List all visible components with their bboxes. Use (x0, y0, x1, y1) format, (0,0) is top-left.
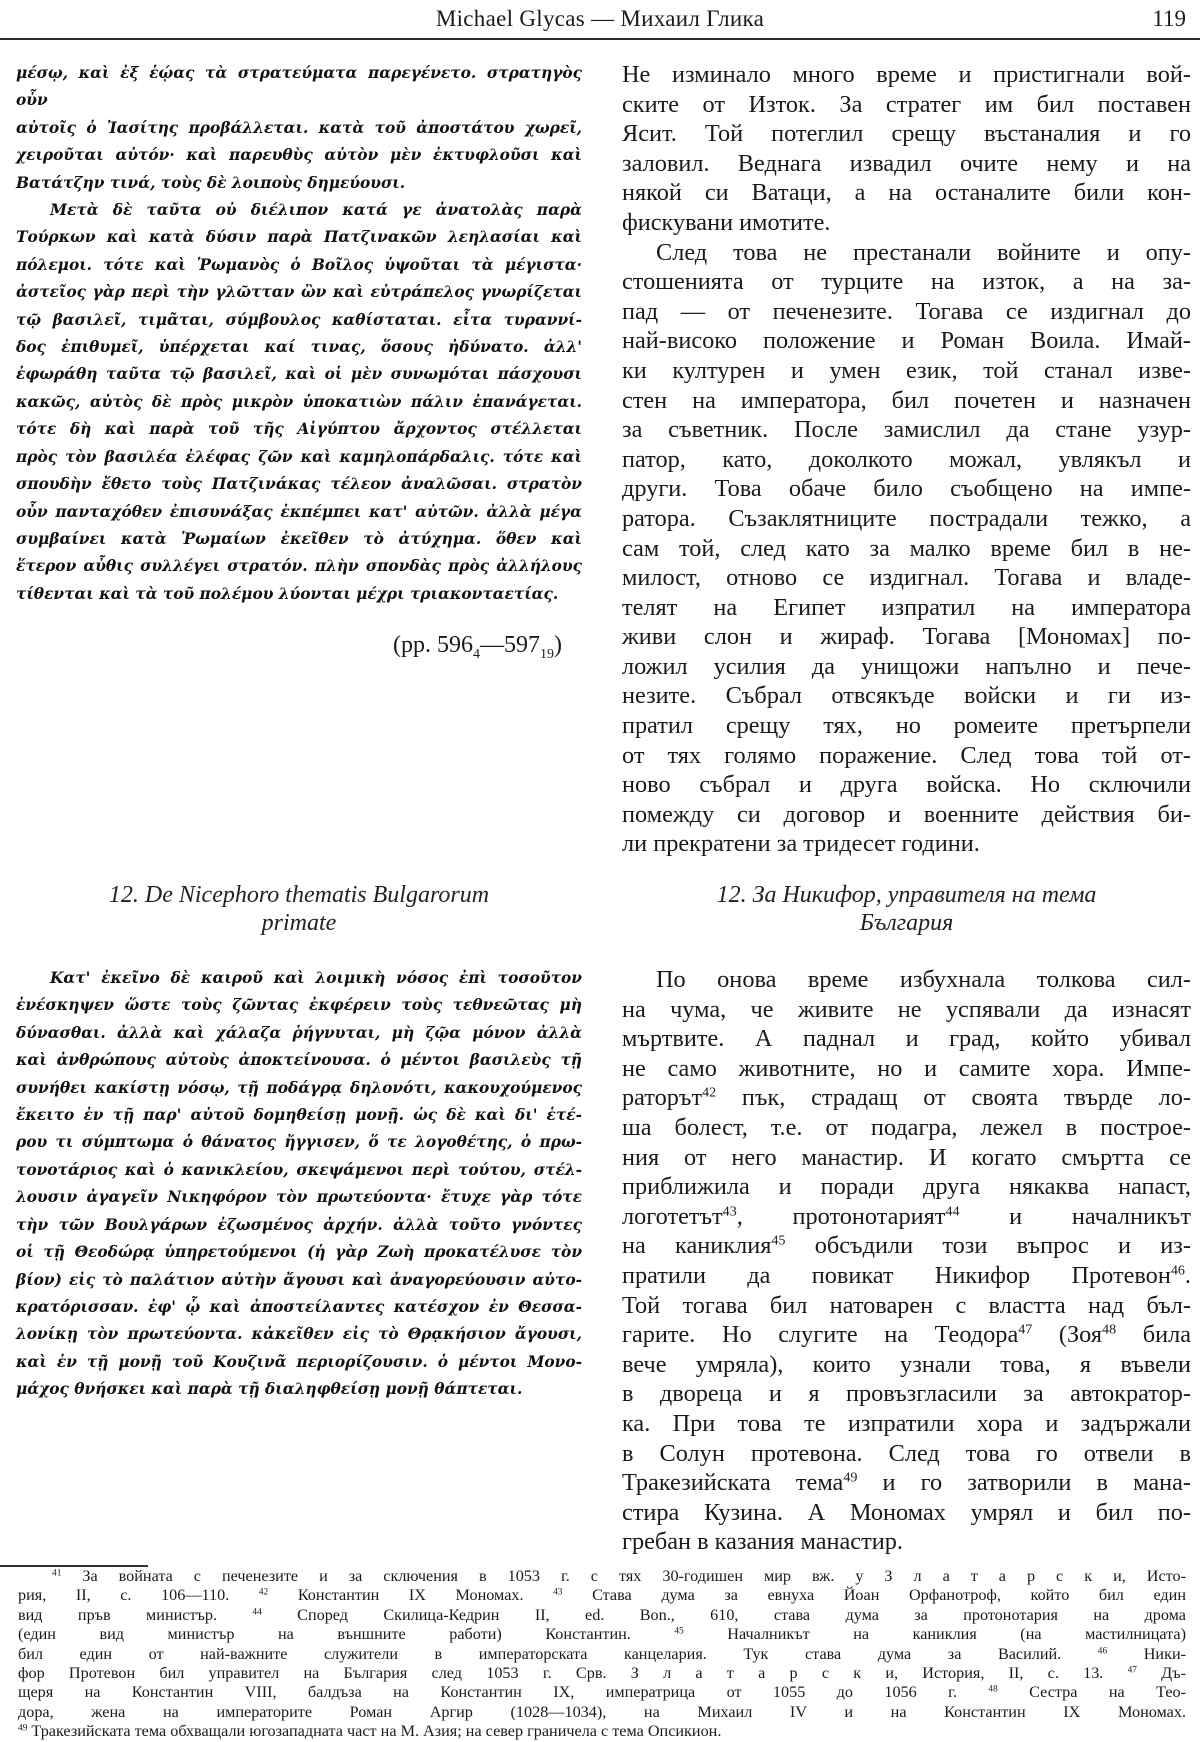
citation-end: —597 (480, 632, 540, 659)
text-segment: Става дума за евнуха Йоан Орфанотроф, който бил един (562, 1586, 1186, 1605)
footnote-ref[interactable]: 44 (945, 1203, 960, 1220)
bulgarian-line: в двореца и я провъзгласили за автократор- (622, 1380, 1191, 1408)
bulgarian-title-line-2: България (859, 910, 954, 937)
bulgarian-line: ратора. Съзаклятниците пострадали тежко, а (622, 504, 1191, 532)
footnotes (18, 1567, 1186, 1742)
bulgarian-line: приближила и поради друга някаква напаст, (622, 1173, 1191, 1201)
text-segment: рия, II, с. 106—110. (18, 1586, 259, 1605)
section-11-row (0, 40, 1200, 859)
bulgarian-line: пратил срещу тях, но ромеите претърпели (622, 712, 1191, 740)
bulgarian-line: на чума, че живите не успявали да изнасят (622, 995, 1191, 1023)
bulgarian-line (622, 1231, 1191, 1261)
text-segment: пратили да повикат Никифор Протевон (622, 1261, 1171, 1289)
text-segment: и началникът (959, 1202, 1191, 1230)
greek-line: κρατόρισσαν. ἐφ' ᾧ καὶ ἀποστείλαντες κατέσχον ἐν Θεσσα- (16, 1297, 582, 1316)
text-segment: (един вид министър на външните работи) Константин. (18, 1625, 675, 1644)
bulgarian-line: заловил. Веднага извадил очите нему и на (622, 149, 1191, 177)
greek-line: κακῶς, αὐτὸς δὲ πρὸς μικρὸν ὑποκατιὼν πάλιν ἐπανάγεται. (16, 392, 582, 411)
text-segment: щеря на Константин VIII, балдъза на Константин IX, императрица от 1055 до 1056 г. (18, 1683, 989, 1702)
greek-line: λονίκῃ τὸν πρωτεύοντα. κἀκεῖθεν εἰς τὸ Θρᾳκήσιον ἄγουσι, (16, 1325, 582, 1344)
greek-line: ρου τι σύμπτωμα ὁ θάνατος ἤγγισεν, ὅ τε λογοθέτης, ὁ πρω- (16, 1133, 582, 1152)
bulgarian-line: Той тогава бил натоварен с властта над бъл- (622, 1291, 1191, 1319)
footnote-line (18, 1683, 1186, 1702)
text-segment: Тракезийската тема обхващали югозападната част на М. Азия; на север граничела с тема Опсикион. (27, 1722, 722, 1741)
greek-line: Βατάτζην τινά, τοὺς δὲ λοιποὺς δημεύουσι. (16, 173, 406, 192)
citation-sub-start: 4 (473, 646, 480, 662)
text-segment: на каниклия (622, 1232, 772, 1260)
text-segment: била (1116, 1321, 1191, 1349)
text-segment: . (1184, 1261, 1191, 1289)
bulgarian-line: милост, отново се издигнал. Тогава и владе- (622, 564, 1191, 592)
greek-line: καὶ ἀνθρώπους αὐτοὺς ἀποκτείνουσα. ὁ μέντοι βασιλεὺς τῇ (16, 1051, 582, 1070)
greek-line: οὖν πανταχόθεν ἐπισυνάξας ἐκπέμπει κατ' αὐτῶν. ἀλλὰ μέγα (16, 502, 582, 521)
bulgarian-line: някой си Ватаци, а на останалите били кон- (622, 179, 1191, 207)
footnote-line (18, 1703, 1186, 1722)
bulgarian-line: други. Това обаче било съобщено на импе- (622, 475, 1191, 503)
section-12-titles-row (0, 881, 1200, 937)
greek-line: Κατ' ἐκεῖνο δὲ καιροῦ καὶ λοιμικὴ νόσος ἐπὶ τοσοῦτον (50, 969, 582, 988)
bulgarian-line: стен на императора, бил почетен и назначен (622, 386, 1191, 414)
text-segment: (Зоя (1032, 1321, 1103, 1349)
bulgarian-line (622, 1083, 1191, 1113)
citation-close: ) (554, 632, 562, 659)
page-number: 119 (1152, 6, 1186, 31)
text-segment: логотетът (622, 1202, 723, 1230)
greek-line: καὶ ἐν τῇ μονῇ τοῦ Κουζινᾶ περιορίζουσιν. ὁ μέντοι Μονο- (16, 1352, 582, 1371)
footnote-ref[interactable]: 47 (1018, 1321, 1033, 1338)
bulgarian-line: ли прекратени за тридесет години. (622, 830, 980, 858)
bulgarian-line: ските от Изток. За стратег им бил поставен (622, 90, 1191, 118)
greek-line: ἀστεῖος γὰρ περὶ τὴν γλῶτταν ὢν καὶ εὐτράπελος γνωρίζεται (16, 283, 582, 302)
greek-line: τότε δὴ καὶ παρὰ τοῦ τῆς Αἰγύπτου ἄρχοντος στέλλεται (16, 420, 582, 439)
greek-line: τονοτάριος καὶ ὁ κανικλείου, σκεψάμενοι περὶ τούτου, στέλ- (16, 1160, 582, 1179)
text-segment: пък, страдащ от своята твърде ло- (716, 1084, 1191, 1112)
bulgarian-line: ложил усилия да унищожи напълно и пече- (622, 652, 1191, 680)
greek-line: ἔκειτο ἐν τῇ παρ' αὐτοῦ δομηθείσῃ μονῇ. ὡς δὲ καὶ δι' ἑτέ- (16, 1106, 582, 1125)
text-segment: бил един от най-важните служители в императорската канцелария. Тук става дума за Василий. (18, 1644, 1098, 1663)
latin-title-line-2: primate (261, 910, 337, 937)
bulgarian-line (622, 1202, 1191, 1232)
running-title: Michael Glycas — Михаил Глика (435, 6, 765, 31)
footnote-ref[interactable]: 48 (988, 1684, 998, 1695)
greek-line: τῷ βασιλεῖ, τιμᾶται, σύμβουλος καθίσταται. εἶτα τυραννί- (16, 310, 582, 329)
footnote-ref[interactable]: 49 (18, 1723, 28, 1734)
greek-line: δος ἐπιθυμεῖ, ὑπέρχεται καί τινας, ὅσους ἠδύνατο. ἀλλ' (16, 338, 582, 357)
bulgarian-line: гребан в казания манастир. (622, 1528, 903, 1556)
bulgarian-section-title (622, 881, 1191, 937)
page-citation (16, 630, 582, 670)
bulgarian-title-line-1: 12. За Никифор, управителя на тема (716, 882, 1097, 909)
bulgarian-line: най-високо положение и Роман Воила. Имай- (622, 327, 1191, 355)
text-segment: , протонотарият (736, 1202, 946, 1230)
footnote-ref[interactable]: 43 (553, 1587, 563, 1598)
latin-section-title (16, 881, 582, 937)
footnote-ref[interactable]: 44 (252, 1607, 262, 1618)
text-segment: Дъ- (1136, 1663, 1186, 1682)
bulgarian-line: мъртвите. А паднал и град, който убивал (622, 1025, 1191, 1053)
section-11-left-column (16, 60, 582, 859)
bulgarian-text-section-12 (622, 965, 1191, 1557)
bulgarian-text-section-11 (622, 60, 1191, 859)
footnote-ref[interactable]: 47 (1127, 1665, 1137, 1676)
bulgarian-line: незите. Събрал отвсякъде войски и ги из- (622, 682, 1191, 710)
footnote-ref[interactable]: 42 (702, 1084, 717, 1101)
footnote-line (18, 1567, 1186, 1586)
greek-line: μάχος θνήσκει καὶ παρὰ τῇ διαληφθείσῃ μονῇ θάπτεται. (16, 1380, 523, 1399)
greek-text-section-11 (16, 60, 582, 608)
greek-line: οἱ τῇ Θεοδώρᾳ ὑπηρετούμενοι (ἡ γὰρ Ζωὴ προκατέλυσε τὸν (16, 1243, 582, 1262)
text-segment: раторът (622, 1084, 703, 1112)
greek-line: δύνασθαι. ἀλλὰ καὶ χάλαζα ῥήγνυται, μὴ ζῷα μόνον ἀλλὰ (16, 1023, 582, 1042)
text-segment: Ники- (1107, 1644, 1187, 1663)
text-segment: Константин IX Мономах. (268, 1586, 554, 1605)
greek-line: τίθενται καὶ τὰ τοῦ πολέμου λύονται μέχρι τριακονταετίας. (16, 584, 559, 603)
text-segment: вид пръв министър. (18, 1605, 253, 1624)
greek-line: πρὸς τὸν βασιλέα ἐλέφας ζῶν καὶ καμηλοπάρδαλις. τότε καὶ (16, 447, 582, 466)
bulgarian-line: в Солун протевона. След това го отвели в (622, 1439, 1191, 1467)
bulgarian-line: ния от него манастир. И когато смъртта се (622, 1143, 1191, 1171)
greek-line: βίον) εἰς τὸ παλάτιον αὐτὴν ἄγουσι καὶ ἀναγορεύουσιν αὐτο- (16, 1270, 582, 1289)
text-segment: Според Скилица-Кедрин II, ed. Bon., 610, става дума за протонотария на дрома (261, 1605, 1186, 1624)
citation-start: (pp. 596 (393, 632, 473, 659)
bulgarian-line: ка. При това те изпратили хора и задържали (622, 1409, 1191, 1437)
footnote-ref[interactable]: 46 (1097, 1645, 1108, 1656)
text-segment: обсъдили този въпрос и из- (785, 1232, 1191, 1260)
bulgarian-line: След това не престанали войните и опу- (656, 238, 1191, 266)
greek-line: Τούρκων καὶ κατὰ δύσιν παρὰ Πατζινακῶν λεηλασίαι καὶ (16, 228, 582, 247)
greek-line: ἐφωράθη ταῦτα τῷ βασιλεῖ, καὶ οἱ μὲν συνωμόται πάσχουσι (16, 365, 582, 384)
greek-line: αὐτοῖς ὁ Ἰασίτης προβάλλεται. κατὰ τοῦ ἀποστάτου χωρεῖ, (16, 118, 582, 137)
bulgarian-line: за съветник. После замислил да стане узур- (622, 416, 1191, 444)
bulgarian-line (622, 1468, 1191, 1498)
footnote-ref[interactable]: 46 (1170, 1262, 1185, 1279)
text-segment: дора, жена на императорите Роман Аргир (1028—1034), на Михаил IV и на Константин IX Мономах. (18, 1702, 1186, 1721)
greek-line: μέσῳ, καὶ ἐξ ἑῴας τὰ στρατεύματα παρεγένετο. στρατηγὸς οὖν (16, 64, 582, 110)
footnote-ref[interactable]: 42 (258, 1587, 269, 1598)
citation-sub-end: 19 (540, 646, 554, 662)
greek-line: ἕτερον αὖθις συλλέγει στρατόν. πλὴν σπονδὰς πρὸς ἀλλήλους (16, 557, 582, 576)
footnote-ref[interactable]: 43 (722, 1203, 737, 1220)
greek-line: συμβαίνει κατὰ Ῥωμαίων ἐκεῖθεν τὸ ἀτύχημα. ὅθεν καὶ (16, 529, 582, 548)
section-12-row (0, 965, 1200, 1557)
bulgarian-line: патор, като, доколкото можал, увлякъл и (622, 445, 1191, 473)
bulgarian-line: не само животните, но и самите хора. Импе- (622, 1054, 1191, 1082)
footnote-ref[interactable]: 41 (52, 1568, 62, 1579)
bulgarian-line: стира Кузина. А Мономах умрял и бил по- (622, 1498, 1191, 1526)
footnote-ref[interactable]: 45 (771, 1232, 786, 1249)
footnote-ref[interactable]: 45 (674, 1626, 684, 1637)
greek-line: χειροῦται αὐτόν· καὶ παρευθὺς αὐτὸν μὲν ἐκτυφλοῦσι καὶ (16, 146, 582, 165)
text-segment: Сестра на Тео- (997, 1683, 1187, 1702)
bulgarian-line: Не изминало много време и пристигнали вой- (622, 61, 1191, 88)
greek-line: Μετὰ δὲ ταῦτα οὐ διέλιπον κατά γε ἀνατολὰς παρὰ (50, 201, 582, 220)
bulgarian-line: сам той, след като за малко време бил в не- (622, 534, 1191, 562)
text-segment: гарите. Но слугите на Теодора (622, 1321, 1019, 1349)
footnote-line (18, 1625, 1186, 1644)
bulgarian-line: помежду си договор и военните действия би- (622, 800, 1191, 828)
bulgarian-line: стошенията от турците на изток, а на за- (622, 268, 1191, 296)
greek-line: λουσιν ἀγαγεῖν Νικηφόρον τὸν πρωτεύοντα· ἔτυχε γὰρ τότε (16, 1188, 582, 1207)
footnote-line (18, 1606, 1186, 1625)
bulgarian-line: По онова време избухнала толкова сил- (656, 966, 1191, 994)
greek-line: σπουδὴν ἔθετο τοὺς Πατζινάκας τέλεον ἀναλῶσαι. στρατὸν (16, 475, 582, 494)
bulgarian-line (622, 1320, 1191, 1350)
bulgarian-line: от тях голямо поражение. След това той от- (622, 741, 1191, 769)
bulgarian-line: телят на Египет изпратил на императора (622, 593, 1191, 621)
footnote-line (18, 1664, 1186, 1683)
text-segment: Началникът на каниклия (на мастилницата) (683, 1625, 1186, 1644)
bulgarian-line: ново събрал и друга войска. Но сключили (622, 771, 1191, 799)
footnote-ref[interactable]: 48 (1102, 1321, 1117, 1338)
running-header (0, 0, 1200, 38)
bulgarian-line: ша болест, т.е. от подагра, лежел в построе- (622, 1114, 1191, 1141)
bulgarian-line: живи слон и жираф. Тогава [Мономах] по- (622, 623, 1191, 651)
greek-line: τὴν τῶν Βουλγάρων ἐζωσμένος ἀρχήν. ἀλλὰ τοῦτο γνόντες (16, 1215, 582, 1234)
text-segment: Тракезийската тема (622, 1469, 844, 1497)
bulgarian-line: Ясит. Той потеглил срещу въстаналия и го (622, 120, 1191, 148)
text-segment: фор Протевон бил управител на България след 1053 г. Срв. З л а т а р с к и, История, II, с. 13. (18, 1663, 1128, 1682)
greek-line: συνήθει κακίστῃ νόσῳ, τῇ ποδάγρᾳ δηλονότι, κακουχούμενος (16, 1078, 582, 1097)
text-segment: и го затворили в мана- (857, 1469, 1191, 1497)
bulgarian-line: пад — от печенезите. Тогава се издигнал до (622, 297, 1191, 325)
footnote-ref[interactable]: 49 (843, 1469, 858, 1486)
footnote-line (18, 1645, 1186, 1664)
bulgarian-line (622, 1261, 1191, 1291)
greek-line: πόλεμοι. τότε καὶ Ῥωμανὸς ὁ Βοῖλος ὑψοῦται τὰ μέγιστα· (16, 255, 582, 274)
footnote-line (18, 1586, 1186, 1605)
text-segment: За войната с печенезите и за сключения в 1053 г. с тях 30-годишен мир вж. у З л а т а р с к и, Исто- (61, 1566, 1186, 1585)
bulgarian-line: ки културен и умен език, той станал изве- (622, 356, 1191, 384)
bulgarian-line: вече умряла), които узнали това, я въвели (622, 1350, 1191, 1378)
greek-line: ἐνέσκηψεν ὥστε τοὺς ζῶντας ἐκφέρειν τοὺς τεθνεῶτας μὴ (16, 996, 582, 1015)
greek-text-section-12 (16, 965, 582, 1557)
bulgarian-line: фискувани имотите. (622, 208, 831, 236)
latin-title-line-1: 12. De Nicephoro thematis Bulgarorum (108, 882, 490, 909)
